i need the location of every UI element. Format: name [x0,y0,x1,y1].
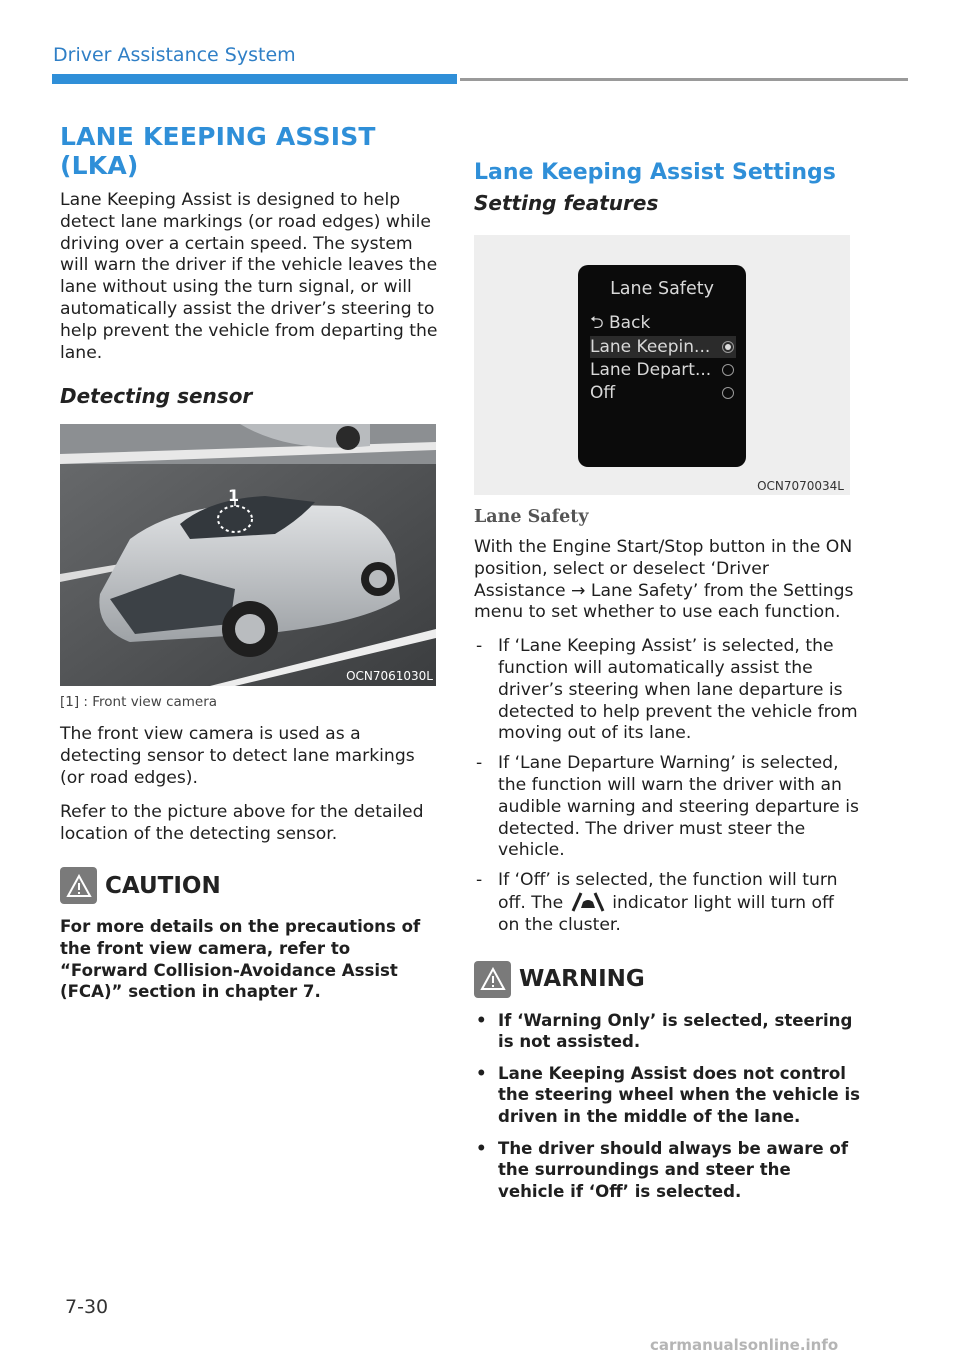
list-item-text: Lane Keeping Assist does not control the steering wheel when the vehicle is driven in the middle of the lane. [498,1063,861,1126]
list-item: - If ‘Off’ is selected, the function will turn off. The indicator light will turn off on the cluster. [476,870,838,935]
cluster-screen-figure [474,235,850,495]
lane-keeping-indicator-icon [569,892,607,912]
screen-back-row: ⮌ Back [590,313,651,333]
screen-option-lane-departure [590,359,736,381]
page-number: 7-30 [65,1296,109,1318]
header-bar-rule [460,78,908,81]
header-bar-accent [52,74,457,84]
section-title-lka: LANE KEEPING ASSIST (LKA) [60,122,376,180]
off-text-before: If ‘Off’ is selected, the function will turn off. The [498,870,838,913]
photo-caption: [1] : Front view camera [60,694,218,711]
detecting-sensor-heading: Detecting sensor [60,384,253,409]
list-item-text: If ‘Lane Departure Warning’ is selected, the function will warn the driver with an audible warning and steering departure is detected. The driver must steer the vehicle. [498,753,859,861]
list-item: - If ‘Lane Departure Warning’ is selected, the function will warn the driver with an audible warning and steering departure is detected. The driver must steer the vehicle. [476,753,859,861]
lane-safety-options-list [474,636,860,936]
option-label: Lane Keepin... [590,337,711,357]
warning-label: WARNING [519,966,645,993]
option-label: Lane Depart... [590,360,712,380]
cluster-screen [578,265,746,467]
list-item: • Lane Keeping Assist does not control the steering wheel when the vehicle is driven in the middle of the lane. [476,1063,861,1126]
list-item: • If ‘Warning Only’ is selected, steering is not assisted. [476,1010,853,1052]
running-header: Driver Assistance System [53,44,296,66]
caution-text: For more details on the precautions of the front view camera, refer to “Forward Collision-Avoidance Assist (FCA)” section in chapter 7. [60,917,421,1002]
caution-label: CAUTION [105,872,221,899]
lane-safety-heading: Lane Safety [474,507,589,527]
settings-title: Lane Keeping Assist Settings [474,160,836,185]
right-column [474,160,860,1212]
sensor-paragraph-2: Refer to the picture above for the detailed location of the detecting sensor. [60,801,424,844]
list-item: - If ‘Lane Keeping Assist’ is selected, the function will automatically assist the driver’s steering when lane departure is detected to help prevent the vehicle from moving out of its lane. [476,636,858,744]
warning-list [474,1010,860,1203]
list-item-text: If ‘Lane Keeping Assist’ is selected, the function will automatically assist the driver’s steering when lane departure is detected to help prevent the vehicle from moving out of its lane. [498,636,858,744]
sensor-photo [60,424,436,686]
list-item: • The driver should always be aware of the surroundings and steer the vehicle if ‘Off’ is selected. [476,1138,849,1201]
warning-header [474,961,860,998]
left-column [60,122,440,1003]
caution-header [60,867,440,904]
sensor-paragraph-1: The front view camera is used as a detecting sensor to detect lane markings (or road edges). [60,724,415,788]
radio-icon [722,387,734,399]
screen-option-off [590,382,736,404]
screen-title: Lane Safety [610,279,714,299]
lane-safety-paragraph: With the Engine Start/Stop button in the ON position, select or deselect ‘Driver Assistance → Lane Safety’ from the Settings menu to set whether to use each function. [474,537,854,623]
radio-selected-icon [722,341,734,353]
screen-option-lane-keeping [590,336,736,358]
list-item-text: If ‘Warning Only’ is selected, steering is not assisted. [498,1010,853,1052]
watermark-text: carmanualsonline.info [650,1336,839,1354]
car-illustration [60,424,436,686]
off-text-after: indicator light will turn off on the cluster. [498,892,834,935]
warning-triangle-icon [60,867,97,904]
setting-features-heading: Setting features [474,191,659,215]
screen-code: OCN7070034L [757,479,844,493]
radio-icon [722,364,734,376]
option-label: Off [590,383,616,403]
photo-code: OCN7061030L [346,669,433,684]
list-item-text: The driver should always be aware of the surroundings and steer the vehicle if ‘Off’ is selected. [498,1138,849,1201]
warning-triangle-icon [474,961,511,998]
camera-marker: 1 [228,486,240,506]
intro-paragraph: Lane Keeping Assist is designed to help detect lane markings (or road edges) while driving over a certain speed. The system will warn the driver if the vehicle leaves the lane without using the turn signal, or will automatically assist the driver’s steering to help prevent the vehicle from departing the lane. [60,190,438,363]
